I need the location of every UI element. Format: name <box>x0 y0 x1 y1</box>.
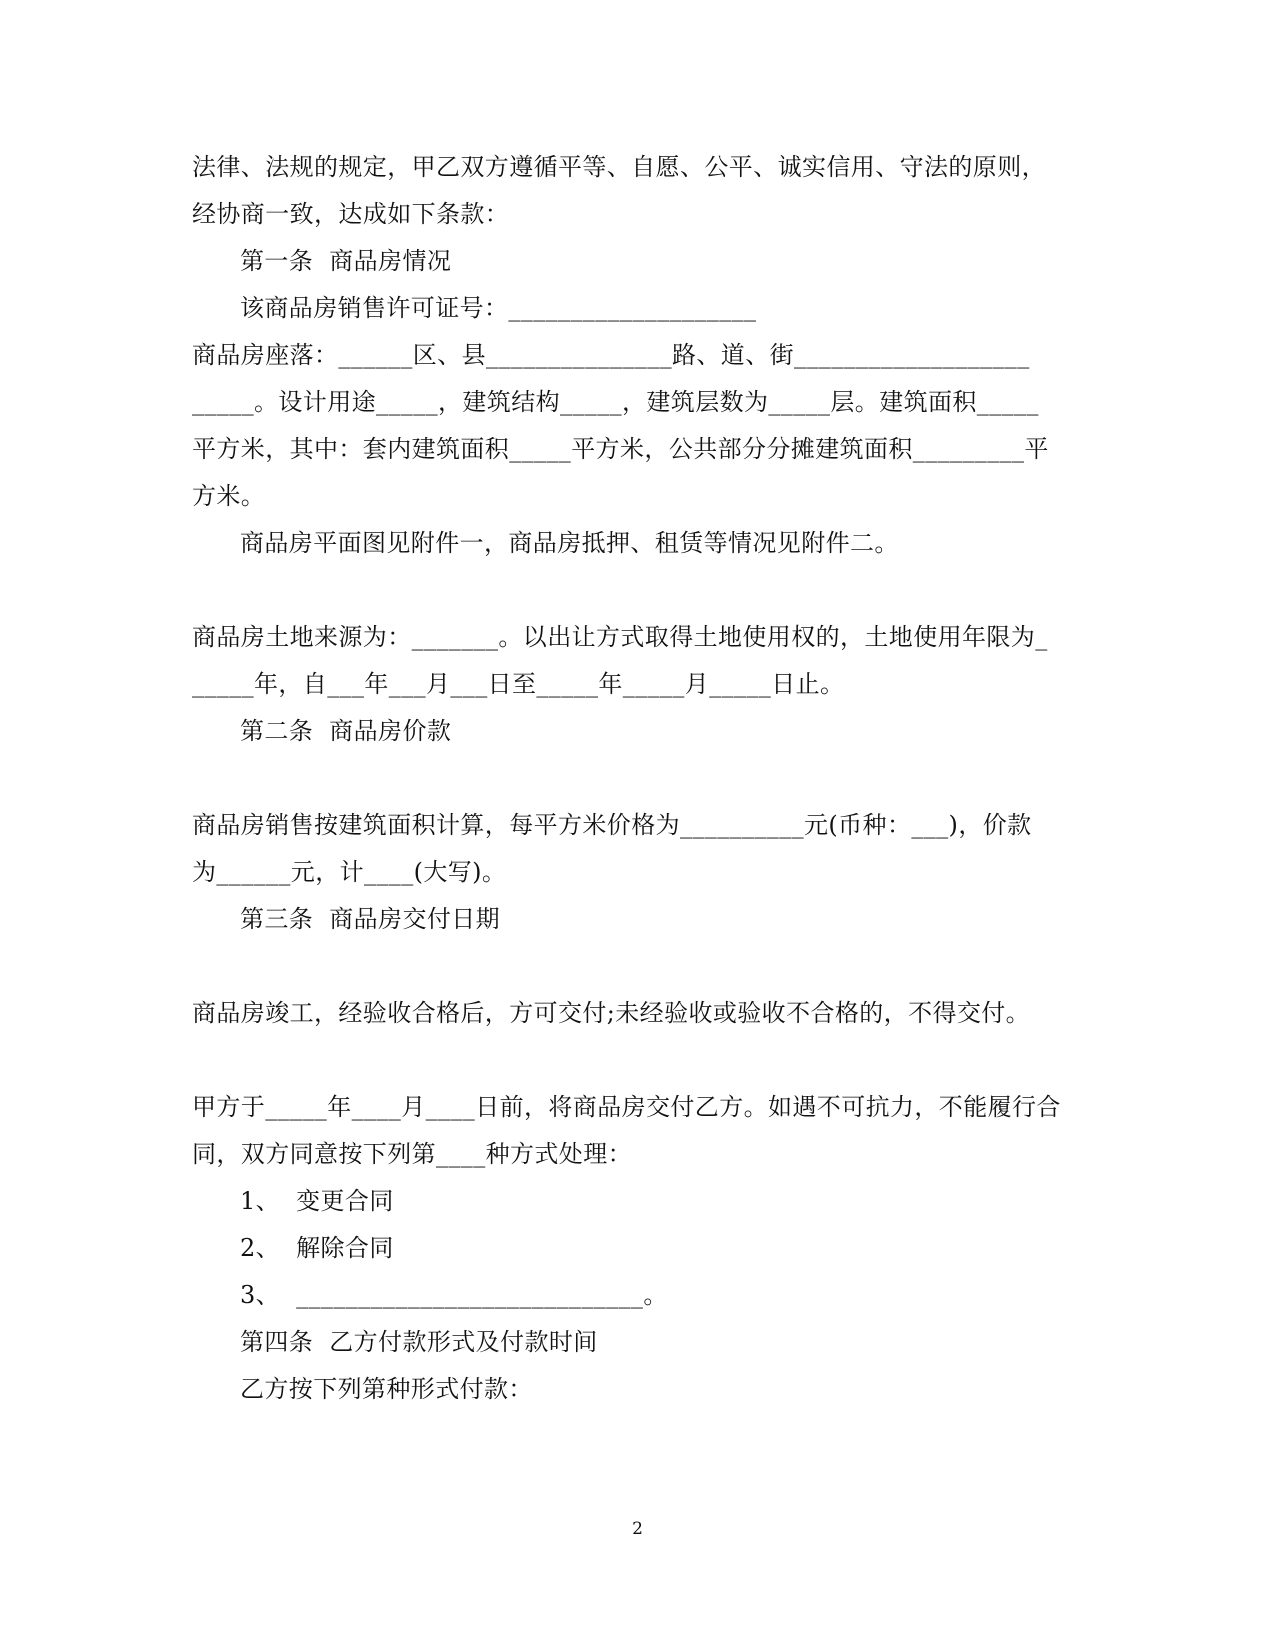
body-line-permit-number: 该商品房销售许可证号：____________________ <box>240 294 757 322</box>
body-line-area-unit: 方米。 <box>192 482 266 510</box>
body-line-delivery-date: 甲方于_____年____月____日前，将商品房交付乙方。如遇不可抗力，不能履行合 <box>192 1093 1061 1121</box>
article-2-heading: 第二条 商品房价款 <box>240 717 452 745</box>
list-item-3: 3、 ____________________________。 <box>240 1281 668 1309</box>
body-line-location: 商品房座落：______区、县_______________路、道、街___________________ <box>192 341 1030 369</box>
list-item-1: 1、 变更合同 <box>240 1187 394 1215</box>
body-line-land-term: _____年，自___年___月___日至_____年_____月_____日止。 <box>192 670 845 698</box>
article-3-heading: 第三条 商品房交付日期 <box>240 905 501 933</box>
body-line-usage-structure: _____。设计用途_____，建筑结构_____，建筑层数为_____层。建筑面积_____ <box>192 388 1039 416</box>
body-line-agreement: 经协商一致，达成如下条款： <box>192 200 510 228</box>
body-line-total-price: 为______元，计____(大写)。 <box>192 858 507 886</box>
article-1-heading: 第一条 商品房情况 <box>240 247 452 275</box>
page-number: 2 <box>632 1519 643 1539</box>
body-line-area: 平方米，其中：套内建筑面积_____平方米，公共部分分摊建筑面积_________平 <box>192 435 1049 463</box>
body-line-land-source: 商品房土地来源为：_______。以出让方式取得土地使用权的，土地使用年限为_ <box>192 623 1048 651</box>
body-line-attachments: 商品房平面图见附件一，商品房抵押、租赁等情况见附件二。 <box>240 529 899 557</box>
body-line-price: 商品房销售按建筑面积计算，每平方米价格为__________元(币种：___)，价款 <box>192 811 1032 839</box>
article-4-heading: 第四条 乙方付款形式及付款时间 <box>240 1328 598 1356</box>
body-line-payment: 乙方按下列第种形式付款： <box>240 1375 533 1403</box>
body-line-handling-method: 同，双方同意按下列第____种方式处理： <box>192 1140 632 1168</box>
body-line-completion: 商品房竣工，经验收合格后，方可交付;未经验收或验收不合格的，不得交付。 <box>192 999 1031 1027</box>
list-item-2: 2、 解除合同 <box>240 1234 394 1262</box>
body-line-principles: 法律、法规的规定，甲乙双方遵循平等、自愿、公平、诚实信用、守法的原则， <box>192 153 1046 181</box>
